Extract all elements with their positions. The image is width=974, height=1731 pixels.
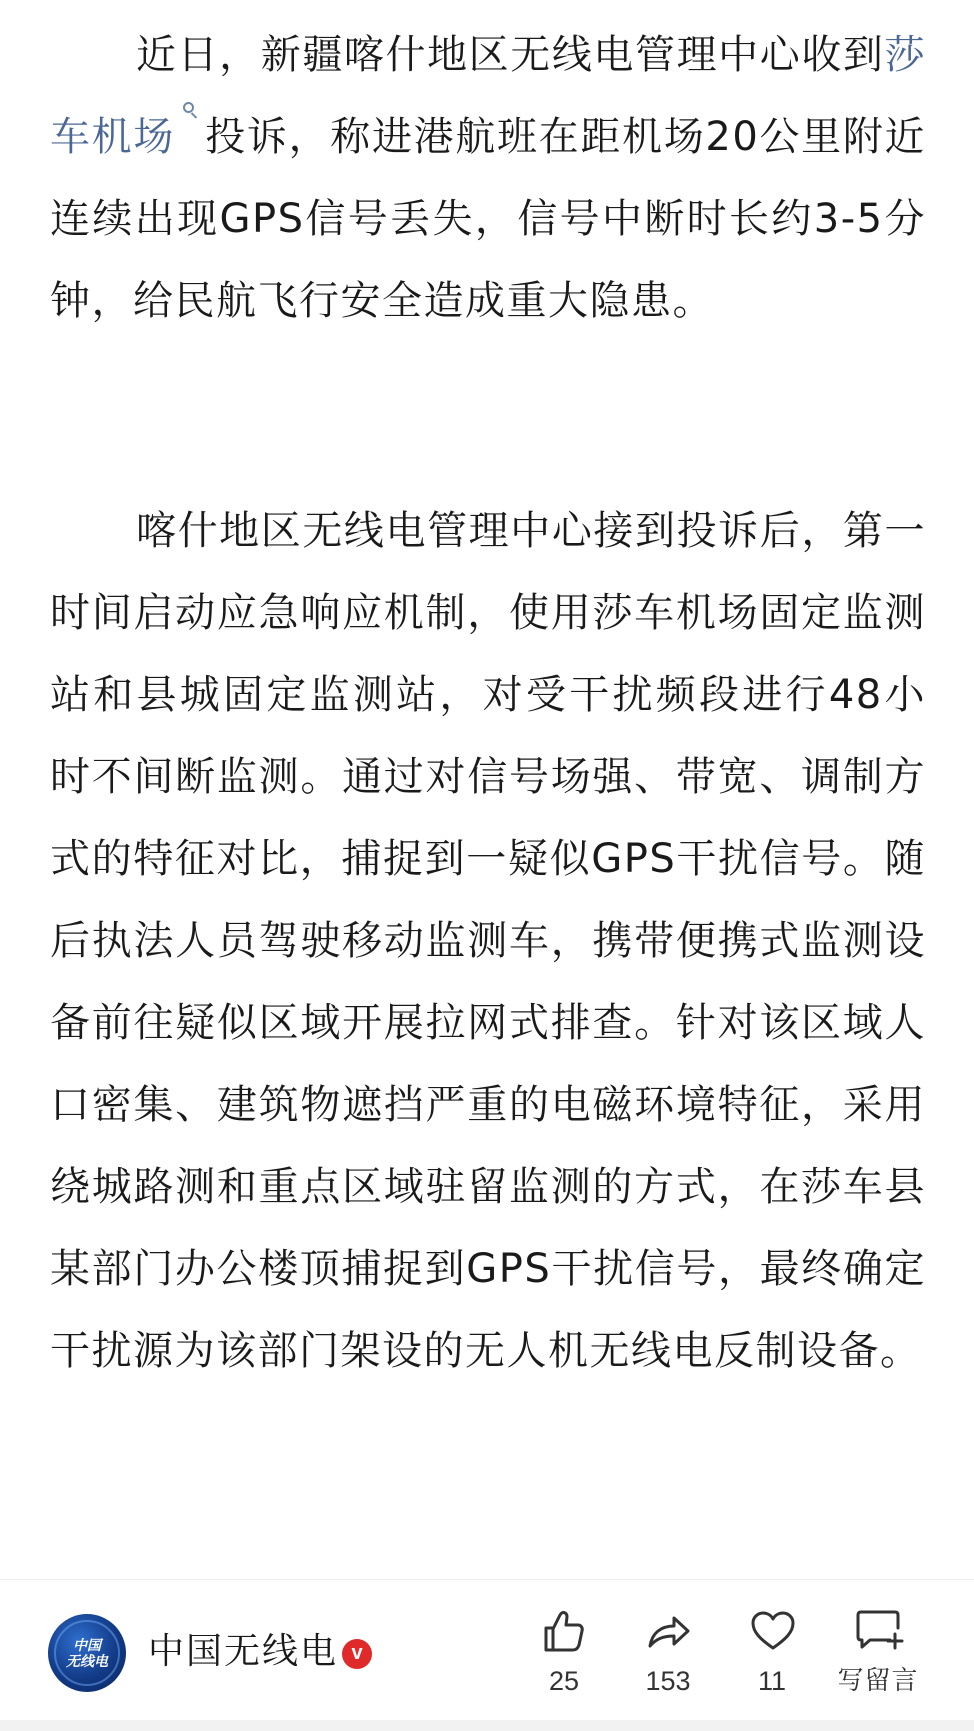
share-arrow-icon bbox=[646, 1608, 692, 1654]
avatar[interactable] bbox=[48, 1614, 126, 1692]
author-name[interactable]: 中国无线电 bbox=[148, 1631, 339, 1672]
article-paragraph-1 bbox=[50, 14, 926, 342]
thumbs-up-icon bbox=[542, 1608, 586, 1654]
like-button[interactable] bbox=[516, 1608, 612, 1708]
avatar-logo-line-2: 无线电 bbox=[66, 1654, 108, 1670]
share-count: 153 bbox=[645, 1666, 691, 1696]
article-paragraph-2: 喀什地区无线电管理中心接到投诉后，第一时间启动应急响应机制，使用莎车机场固定监测站和县城固定监测站，对受干扰频段进行48小时不间断监测。通过对信号场强、带宽、调制方式的特征对比，捕捉到一疑似GPS干扰信号。随后执法人员驾驶移动监测车，携带便携式监测设备前往疑似区域开展拉网式排查。针对该区域人口密集、建筑物遮挡严重的电磁环境特征，采用绕城路测和重点区域驻留监测的方式，在莎车县某部门办公楼顶捕捉到GPS干扰信号，最终确定干扰源为该部门架设的无人机无线电反制设备。 bbox=[50, 508, 926, 1374]
heart-icon bbox=[750, 1608, 796, 1654]
avatar-logo-line-1: 中国 bbox=[73, 1638, 101, 1654]
comment-add-icon bbox=[856, 1608, 904, 1654]
verified-badge-icon: v bbox=[342, 1639, 372, 1669]
write-comment-label: 写留言 bbox=[837, 1666, 919, 1696]
write-comment-button[interactable] bbox=[830, 1608, 926, 1708]
share-button[interactable] bbox=[620, 1608, 716, 1708]
airport-keyword-link[interactable]: 莎车机场 bbox=[50, 32, 926, 160]
like-count: 25 bbox=[548, 1666, 580, 1696]
paragraph-text: 投诉，称进港航班在距机场20公里附近连续出现GPS信号丢失，信号中断时长约3-5分钟，给民航飞行安全造成重大隐患。 bbox=[50, 114, 926, 324]
bottom-strip bbox=[0, 1720, 974, 1731]
favorite-button[interactable] bbox=[724, 1608, 820, 1708]
article-action-bar bbox=[0, 1580, 974, 1720]
search-icon[interactable] bbox=[181, 96, 197, 126]
favorite-count: 11 bbox=[757, 1666, 787, 1696]
paragraph-text: 近日，新疆喀什地区无线电管理中心收到 bbox=[136, 32, 885, 78]
